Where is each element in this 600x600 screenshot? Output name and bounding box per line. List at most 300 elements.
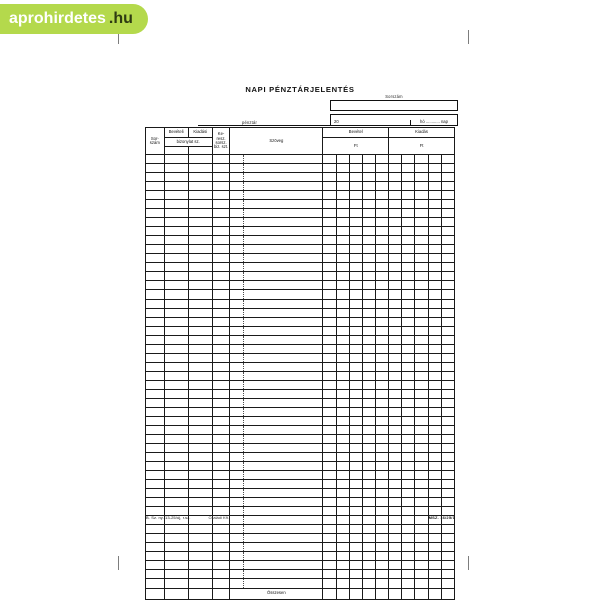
row-bevetel-cell[interactable] xyxy=(336,254,349,263)
row-kiadas-cell[interactable] xyxy=(402,489,415,498)
row-bevetel-cell[interactable] xyxy=(336,218,349,227)
row-bevetel-cell[interactable] xyxy=(336,552,349,561)
row-kiadas-cell[interactable] xyxy=(415,579,428,588)
row-keresz-cell[interactable] xyxy=(212,272,230,281)
row-bevetel-cell[interactable] xyxy=(323,191,336,200)
row-keresz-cell[interactable] xyxy=(212,344,230,353)
row-kiadas-cell[interactable] xyxy=(415,453,428,462)
row-bevetel-cell[interactable] xyxy=(375,263,388,272)
row-kiadas-cell[interactable] xyxy=(441,444,454,453)
row-kiadasi-biz-cell[interactable] xyxy=(188,236,212,245)
row-kiadas-cell[interactable] xyxy=(389,200,402,209)
row-kiadas-cell[interactable] xyxy=(428,317,441,326)
row-bevetel-biz-cell[interactable] xyxy=(164,290,188,299)
row-kiadas-cell[interactable] xyxy=(389,362,402,371)
row-sorszam-cell[interactable] xyxy=(146,173,165,182)
row-sorszam-cell[interactable] xyxy=(146,299,165,308)
total-bevetel-cell-2[interactable] xyxy=(336,588,349,599)
row-bevetel-cell[interactable] xyxy=(336,290,349,299)
row-bevetel-cell[interactable] xyxy=(375,281,388,290)
row-bevetel-cell[interactable] xyxy=(349,290,362,299)
row-kiadas-cell[interactable] xyxy=(441,353,454,362)
row-sorszam-cell[interactable] xyxy=(146,182,165,191)
row-keresz-cell[interactable] xyxy=(212,281,230,290)
row-sorszam-cell[interactable] xyxy=(146,335,165,344)
row-kiadas-cell[interactable] xyxy=(428,263,441,272)
row-keresz-cell[interactable] xyxy=(212,380,230,389)
row-kiadas-cell[interactable] xyxy=(441,281,454,290)
row-kiadas-cell[interactable] xyxy=(415,326,428,335)
row-bevetel-cell[interactable] xyxy=(362,407,375,416)
row-bevetel-cell[interactable] xyxy=(323,236,336,245)
row-bevetel-biz-cell[interactable] xyxy=(164,164,188,173)
row-bevetel-cell[interactable] xyxy=(336,444,349,453)
row-keresz-cell[interactable] xyxy=(212,164,230,173)
row-kiadas-cell[interactable] xyxy=(389,552,402,561)
total-bevetel-cell-1[interactable] xyxy=(323,588,336,599)
row-kiadas-cell[interactable] xyxy=(415,570,428,579)
row-kiadas-cell[interactable] xyxy=(428,236,441,245)
row-bevetel-cell[interactable] xyxy=(336,236,349,245)
row-kiadasi-biz-cell[interactable] xyxy=(188,480,212,489)
row-bevetel-cell[interactable] xyxy=(362,317,375,326)
row-bevetel-cell[interactable] xyxy=(375,380,388,389)
row-kiadas-cell[interactable] xyxy=(441,218,454,227)
row-bevetel-cell[interactable] xyxy=(375,471,388,480)
row-sorszam-cell[interactable] xyxy=(146,326,165,335)
row-bevetel-biz-cell[interactable] xyxy=(164,209,188,218)
row-kiadas-cell[interactable] xyxy=(428,290,441,299)
row-bevetel-cell[interactable] xyxy=(323,425,336,434)
row-szoveg-cell[interactable] xyxy=(230,371,323,380)
total-kiadas-cell-2[interactable] xyxy=(402,588,415,599)
row-bevetel-cell[interactable] xyxy=(336,209,349,218)
row-kiadas-cell[interactable] xyxy=(402,182,415,191)
row-kiadas-cell[interactable] xyxy=(389,344,402,353)
row-bevetel-cell[interactable] xyxy=(362,335,375,344)
row-keresz-cell[interactable] xyxy=(212,155,230,164)
row-bevetel-cell[interactable] xyxy=(323,389,336,398)
row-kiadas-cell[interactable] xyxy=(441,371,454,380)
row-szoveg-cell[interactable] xyxy=(230,489,323,498)
row-bevetel-cell[interactable] xyxy=(362,254,375,263)
row-kiadasi-biz-cell[interactable] xyxy=(188,308,212,317)
row-bevetel-cell[interactable] xyxy=(362,444,375,453)
row-bevetel-cell[interactable] xyxy=(375,290,388,299)
row-kiadas-cell[interactable] xyxy=(428,579,441,588)
row-szoveg-cell[interactable] xyxy=(230,335,323,344)
row-bevetel-biz-cell[interactable] xyxy=(164,344,188,353)
row-bevetel-cell[interactable] xyxy=(336,543,349,552)
row-bevetel-biz-cell[interactable] xyxy=(164,416,188,425)
row-kiadas-cell[interactable] xyxy=(428,489,441,498)
row-kiadas-cell[interactable] xyxy=(389,236,402,245)
row-bevetel-biz-cell[interactable] xyxy=(164,389,188,398)
row-sorszam-cell[interactable] xyxy=(146,434,165,443)
row-kiadas-cell[interactable] xyxy=(415,308,428,317)
row-kiadas-cell[interactable] xyxy=(428,254,441,263)
row-kiadas-cell[interactable] xyxy=(441,227,454,236)
row-keresz-cell[interactable] xyxy=(212,453,230,462)
row-kiadas-cell[interactable] xyxy=(441,543,454,552)
row-kiadas-cell[interactable] xyxy=(441,335,454,344)
row-bevetel-cell[interactable] xyxy=(323,317,336,326)
row-bevetel-cell[interactable] xyxy=(349,245,362,254)
row-bevetel-cell[interactable] xyxy=(362,227,375,236)
row-kiadas-cell[interactable] xyxy=(428,155,441,164)
row-kiadas-cell[interactable] xyxy=(428,191,441,200)
row-bevetel-cell[interactable] xyxy=(362,480,375,489)
row-bevetel-cell[interactable] xyxy=(336,263,349,272)
row-bevetel-cell[interactable] xyxy=(375,552,388,561)
row-bevetel-cell[interactable] xyxy=(362,425,375,434)
row-kiadas-cell[interactable] xyxy=(402,164,415,173)
row-szoveg-cell[interactable] xyxy=(230,182,323,191)
row-kiadas-cell[interactable] xyxy=(389,353,402,362)
row-szoveg-cell[interactable] xyxy=(230,164,323,173)
row-bevetel-cell[interactable] xyxy=(375,308,388,317)
row-bevetel-cell[interactable] xyxy=(349,416,362,425)
row-kiadas-cell[interactable] xyxy=(428,552,441,561)
row-bevetel-cell[interactable] xyxy=(323,209,336,218)
row-bevetel-cell[interactable] xyxy=(362,453,375,462)
row-kiadas-cell[interactable] xyxy=(415,173,428,182)
row-szoveg-cell[interactable] xyxy=(230,155,323,164)
row-bevetel-cell[interactable] xyxy=(362,209,375,218)
row-kiadas-cell[interactable] xyxy=(389,444,402,453)
row-bevetel-cell[interactable] xyxy=(349,227,362,236)
row-kiadas-cell[interactable] xyxy=(415,155,428,164)
row-szoveg-cell[interactable] xyxy=(230,326,323,335)
row-kiadasi-biz-cell[interactable] xyxy=(188,525,212,534)
row-bevetel-cell[interactable] xyxy=(336,164,349,173)
row-kiadas-cell[interactable] xyxy=(428,525,441,534)
row-kiadas-cell[interactable] xyxy=(402,389,415,398)
row-kiadas-cell[interactable] xyxy=(415,182,428,191)
row-kiadasi-biz-cell[interactable] xyxy=(188,191,212,200)
row-bevetel-cell[interactable] xyxy=(362,561,375,570)
row-kiadas-cell[interactable] xyxy=(428,543,441,552)
row-keresz-cell[interactable] xyxy=(212,425,230,434)
row-bevetel-cell[interactable] xyxy=(362,380,375,389)
row-keresz-cell[interactable] xyxy=(212,245,230,254)
row-kiadas-cell[interactable] xyxy=(415,543,428,552)
row-bevetel-biz-cell[interactable] xyxy=(164,525,188,534)
row-kiadas-cell[interactable] xyxy=(441,407,454,416)
row-kiadas-cell[interactable] xyxy=(428,498,441,507)
row-kiadasi-biz-cell[interactable] xyxy=(188,317,212,326)
row-kiadas-cell[interactable] xyxy=(441,245,454,254)
row-kiadasi-biz-cell[interactable] xyxy=(188,272,212,281)
row-kiadas-cell[interactable] xyxy=(402,525,415,534)
row-sorszam-cell[interactable] xyxy=(146,444,165,453)
row-kiadas-cell[interactable] xyxy=(415,335,428,344)
row-bevetel-cell[interactable] xyxy=(336,200,349,209)
row-bevetel-cell[interactable] xyxy=(375,164,388,173)
row-sorszam-cell[interactable] xyxy=(146,462,165,471)
row-kiadasi-biz-cell[interactable] xyxy=(188,425,212,434)
row-bevetel-cell[interactable] xyxy=(362,389,375,398)
row-bevetel-cell[interactable] xyxy=(323,434,336,443)
row-bevetel-cell[interactable] xyxy=(362,173,375,182)
row-sorszam-cell[interactable] xyxy=(146,353,165,362)
row-bevetel-cell[interactable] xyxy=(349,579,362,588)
row-bevetel-biz-cell[interactable] xyxy=(164,317,188,326)
row-kiadas-cell[interactable] xyxy=(441,380,454,389)
row-szoveg-cell[interactable] xyxy=(230,362,323,371)
row-sorszam-cell[interactable] xyxy=(146,254,165,263)
row-bevetel-cell[interactable] xyxy=(349,389,362,398)
row-kiadas-cell[interactable] xyxy=(415,290,428,299)
row-bevetel-biz-cell[interactable] xyxy=(164,425,188,434)
row-szoveg-cell[interactable] xyxy=(230,281,323,290)
row-bevetel-cell[interactable] xyxy=(375,299,388,308)
row-bevetel-biz-cell[interactable] xyxy=(164,254,188,263)
row-bevetel-biz-cell[interactable] xyxy=(164,543,188,552)
row-bevetel-cell[interactable] xyxy=(336,317,349,326)
row-bevetel-cell[interactable] xyxy=(336,416,349,425)
row-bevetel-biz-cell[interactable] xyxy=(164,398,188,407)
row-sorszam-cell[interactable] xyxy=(146,200,165,209)
row-keresz-cell[interactable] xyxy=(212,525,230,534)
row-kiadas-cell[interactable] xyxy=(441,191,454,200)
row-bevetel-cell[interactable] xyxy=(323,480,336,489)
row-kiadas-cell[interactable] xyxy=(415,200,428,209)
row-bevetel-cell[interactable] xyxy=(336,272,349,281)
row-kiadas-cell[interactable] xyxy=(402,498,415,507)
row-bevetel-cell[interactable] xyxy=(362,182,375,191)
row-sorszam-cell[interactable] xyxy=(146,281,165,290)
row-kiadas-cell[interactable] xyxy=(402,326,415,335)
row-bevetel-cell[interactable] xyxy=(336,371,349,380)
row-kiadas-cell[interactable] xyxy=(389,371,402,380)
row-kiadas-cell[interactable] xyxy=(428,389,441,398)
row-bevetel-cell[interactable] xyxy=(336,335,349,344)
row-bevetel-cell[interactable] xyxy=(323,344,336,353)
row-keresz-cell[interactable] xyxy=(212,416,230,425)
row-bevetel-cell[interactable] xyxy=(362,290,375,299)
row-bevetel-cell[interactable] xyxy=(323,308,336,317)
row-bevetel-cell[interactable] xyxy=(349,453,362,462)
row-bevetel-cell[interactable] xyxy=(362,362,375,371)
row-kiadas-cell[interactable] xyxy=(428,407,441,416)
row-kiadas-cell[interactable] xyxy=(441,209,454,218)
row-kiadasi-biz-cell[interactable] xyxy=(188,453,212,462)
row-sorszam-cell[interactable] xyxy=(146,272,165,281)
row-kiadas-cell[interactable] xyxy=(389,525,402,534)
row-kiadas-cell[interactable] xyxy=(415,245,428,254)
row-bevetel-cell[interactable] xyxy=(336,471,349,480)
row-bevetel-cell[interactable] xyxy=(323,200,336,209)
row-bevetel-cell[interactable] xyxy=(375,245,388,254)
row-bevetel-biz-cell[interactable] xyxy=(164,552,188,561)
row-bevetel-cell[interactable] xyxy=(349,209,362,218)
row-bevetel-cell[interactable] xyxy=(375,326,388,335)
row-bevetel-cell[interactable] xyxy=(349,425,362,434)
row-keresz-cell[interactable] xyxy=(212,191,230,200)
row-bevetel-cell[interactable] xyxy=(375,173,388,182)
row-kiadas-cell[interactable] xyxy=(441,525,454,534)
row-kiadas-cell[interactable] xyxy=(441,561,454,570)
row-bevetel-cell[interactable] xyxy=(375,498,388,507)
row-kiadas-cell[interactable] xyxy=(441,425,454,434)
row-bevetel-cell[interactable] xyxy=(336,380,349,389)
row-bevetel-cell[interactable] xyxy=(323,543,336,552)
row-bevetel-cell[interactable] xyxy=(336,434,349,443)
row-bevetel-biz-cell[interactable] xyxy=(164,579,188,588)
row-sorszam-cell[interactable] xyxy=(146,398,165,407)
row-sorszam-cell[interactable] xyxy=(146,570,165,579)
row-bevetel-cell[interactable] xyxy=(336,579,349,588)
row-szoveg-cell[interactable] xyxy=(230,462,323,471)
row-kiadas-cell[interactable] xyxy=(389,227,402,236)
row-bevetel-cell[interactable] xyxy=(375,254,388,263)
row-bevetel-cell[interactable] xyxy=(323,444,336,453)
row-kiadas-cell[interactable] xyxy=(428,462,441,471)
row-bevetel-biz-cell[interactable] xyxy=(164,263,188,272)
row-kiadas-cell[interactable] xyxy=(428,245,441,254)
row-sorszam-cell[interactable] xyxy=(146,453,165,462)
row-bevetel-cell[interactable] xyxy=(375,579,388,588)
row-kiadas-cell[interactable] xyxy=(402,218,415,227)
row-szoveg-cell[interactable] xyxy=(230,254,323,263)
row-kiadas-cell[interactable] xyxy=(441,453,454,462)
row-bevetel-cell[interactable] xyxy=(362,534,375,543)
row-keresz-cell[interactable] xyxy=(212,362,230,371)
row-kiadas-cell[interactable] xyxy=(389,534,402,543)
row-kiadas-cell[interactable] xyxy=(428,335,441,344)
row-kiadas-cell[interactable] xyxy=(402,308,415,317)
row-kiadasi-biz-cell[interactable] xyxy=(188,534,212,543)
row-keresz-cell[interactable] xyxy=(212,371,230,380)
row-bevetel-cell[interactable] xyxy=(375,534,388,543)
row-kiadas-cell[interactable] xyxy=(402,209,415,218)
row-bevetel-cell[interactable] xyxy=(349,218,362,227)
row-kiadasi-biz-cell[interactable] xyxy=(188,362,212,371)
row-bevetel-cell[interactable] xyxy=(323,579,336,588)
row-kiadasi-biz-cell[interactable] xyxy=(188,489,212,498)
row-kiadas-cell[interactable] xyxy=(441,480,454,489)
row-keresz-cell[interactable] xyxy=(212,398,230,407)
row-kiadas-cell[interactable] xyxy=(428,182,441,191)
row-bevetel-cell[interactable] xyxy=(323,299,336,308)
row-kiadas-cell[interactable] xyxy=(441,182,454,191)
row-bevetel-cell[interactable] xyxy=(323,227,336,236)
row-bevetel-cell[interactable] xyxy=(349,326,362,335)
row-bevetel-cell[interactable] xyxy=(362,344,375,353)
row-sorszam-cell[interactable] xyxy=(146,425,165,434)
row-bevetel-cell[interactable] xyxy=(349,308,362,317)
row-kiadasi-biz-cell[interactable] xyxy=(188,407,212,416)
row-kiadas-cell[interactable] xyxy=(402,362,415,371)
row-bevetel-biz-cell[interactable] xyxy=(164,480,188,489)
row-szoveg-cell[interactable] xyxy=(230,353,323,362)
row-bevetel-cell[interactable] xyxy=(375,389,388,398)
row-kiadas-cell[interactable] xyxy=(402,471,415,480)
row-kiadas-cell[interactable] xyxy=(402,353,415,362)
row-kiadas-cell[interactable] xyxy=(389,272,402,281)
row-kiadas-cell[interactable] xyxy=(441,254,454,263)
row-kiadasi-biz-cell[interactable] xyxy=(188,290,212,299)
row-bevetel-cell[interactable] xyxy=(362,353,375,362)
row-bevetel-cell[interactable] xyxy=(375,317,388,326)
row-bevetel-cell[interactable] xyxy=(323,281,336,290)
row-szoveg-cell[interactable] xyxy=(230,453,323,462)
row-kiadasi-biz-cell[interactable] xyxy=(188,579,212,588)
row-kiadas-cell[interactable] xyxy=(389,335,402,344)
row-kiadas-cell[interactable] xyxy=(402,398,415,407)
row-kiadas-cell[interactable] xyxy=(428,453,441,462)
row-keresz-cell[interactable] xyxy=(212,317,230,326)
row-kiadas-cell[interactable] xyxy=(389,498,402,507)
row-bevetel-cell[interactable] xyxy=(375,434,388,443)
row-kiadas-cell[interactable] xyxy=(415,398,428,407)
row-bevetel-cell[interactable] xyxy=(323,453,336,462)
row-bevetel-cell[interactable] xyxy=(349,155,362,164)
row-kiadasi-biz-cell[interactable] xyxy=(188,227,212,236)
row-bevetel-cell[interactable] xyxy=(375,543,388,552)
row-kiadas-cell[interactable] xyxy=(415,344,428,353)
row-kiadas-cell[interactable] xyxy=(415,471,428,480)
row-kiadas-cell[interactable] xyxy=(389,254,402,263)
row-bevetel-biz-cell[interactable] xyxy=(164,272,188,281)
row-bevetel-cell[interactable] xyxy=(375,344,388,353)
row-kiadas-cell[interactable] xyxy=(415,489,428,498)
total-bevetel-cell-5[interactable] xyxy=(375,588,388,599)
row-bevetel-biz-cell[interactable] xyxy=(164,362,188,371)
row-kiadasi-biz-cell[interactable] xyxy=(188,155,212,164)
row-kiadas-cell[interactable] xyxy=(428,326,441,335)
row-kiadasi-biz-cell[interactable] xyxy=(188,462,212,471)
row-kiadas-cell[interactable] xyxy=(428,299,441,308)
row-kiadas-cell[interactable] xyxy=(428,534,441,543)
row-bevetel-cell[interactable] xyxy=(375,480,388,489)
row-bevetel-cell[interactable] xyxy=(362,416,375,425)
row-kiadasi-biz-cell[interactable] xyxy=(188,299,212,308)
row-sorszam-cell[interactable] xyxy=(146,579,165,588)
row-szoveg-cell[interactable] xyxy=(230,272,323,281)
row-bevetel-cell[interactable] xyxy=(323,380,336,389)
row-kiadas-cell[interactable] xyxy=(415,434,428,443)
row-keresz-cell[interactable] xyxy=(212,290,230,299)
row-szoveg-cell[interactable] xyxy=(230,317,323,326)
row-bevetel-cell[interactable] xyxy=(362,245,375,254)
total-bevetel-cell-3[interactable] xyxy=(349,588,362,599)
row-kiadas-cell[interactable] xyxy=(415,218,428,227)
row-kiadas-cell[interactable] xyxy=(415,227,428,236)
row-kiadas-cell[interactable] xyxy=(441,263,454,272)
row-keresz-cell[interactable] xyxy=(212,263,230,272)
row-kiadas-cell[interactable] xyxy=(389,489,402,498)
year-field[interactable]: 20 xyxy=(331,120,411,125)
row-kiadas-cell[interactable] xyxy=(389,218,402,227)
row-kiadas-cell[interactable] xyxy=(415,362,428,371)
row-keresz-cell[interactable] xyxy=(212,218,230,227)
row-bevetel-cell[interactable] xyxy=(349,344,362,353)
row-bevetel-cell[interactable] xyxy=(336,182,349,191)
row-kiadas-cell[interactable] xyxy=(415,425,428,434)
row-kiadas-cell[interactable] xyxy=(428,362,441,371)
row-bevetel-biz-cell[interactable] xyxy=(164,218,188,227)
row-bevetel-cell[interactable] xyxy=(336,398,349,407)
row-bevetel-cell[interactable] xyxy=(375,398,388,407)
row-bevetel-cell[interactable] xyxy=(349,525,362,534)
row-kiadas-cell[interactable] xyxy=(402,344,415,353)
row-bevetel-cell[interactable] xyxy=(336,561,349,570)
row-keresz-cell[interactable] xyxy=(212,444,230,453)
row-bevetel-cell[interactable] xyxy=(349,263,362,272)
row-sorszam-cell[interactable] xyxy=(146,489,165,498)
